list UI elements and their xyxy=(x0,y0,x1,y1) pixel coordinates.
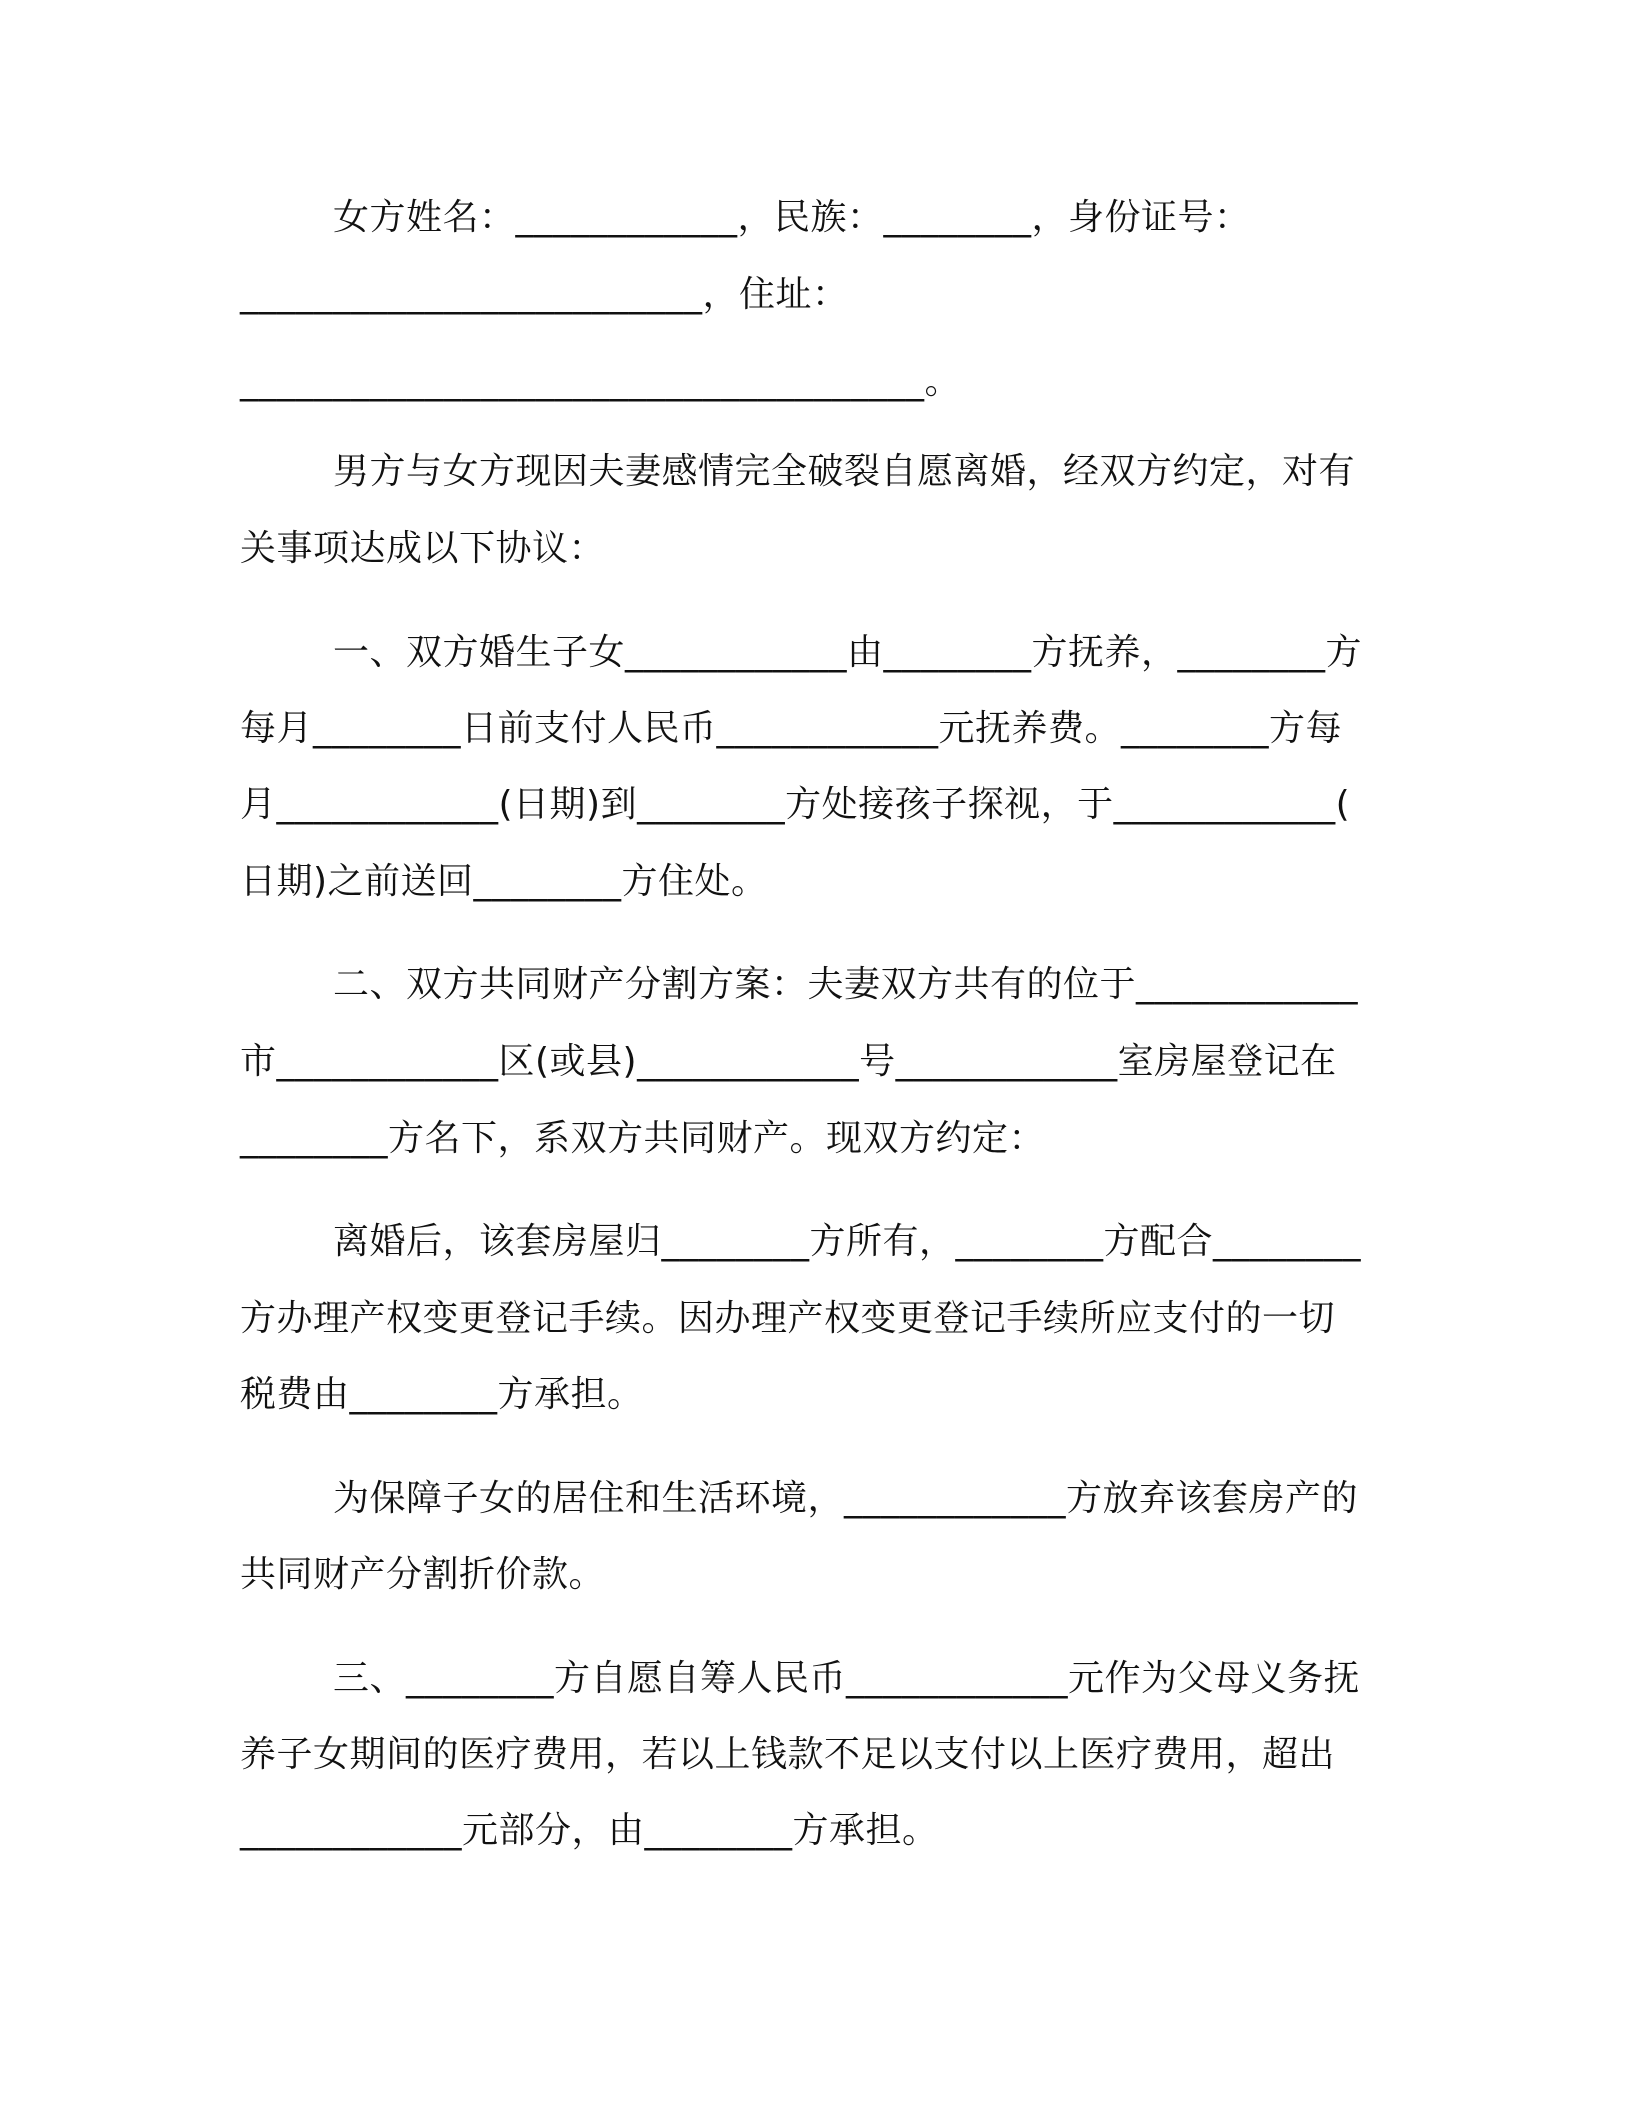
clause-3-line-3: ____________元部分，由________方承担。 xyxy=(240,1810,939,1851)
clause-1-line-1: 一、双方婚生子女____________由________方抚养，________方 xyxy=(333,632,1363,673)
children-clause-line-2: 共同财产分割折价款。 xyxy=(240,1554,606,1595)
address-blank-line: _____________________________________。 xyxy=(240,361,961,402)
house-clause-line-3: 税费由________方承担。 xyxy=(240,1374,644,1415)
preamble-line-2: 关事项达成以下协议： xyxy=(240,528,606,569)
house-clause-line-2: 方办理产权变更登记手续。因办理产权变更登记手续所应支付的一切 xyxy=(240,1298,1336,1339)
clause-2-line-1: 二、双方共同财产分割方案：夫妻双方共有的位于____________ xyxy=(333,964,1359,1005)
clause-1-line-3: 月____________(日期)到________方处接孩子探视，于____________( xyxy=(240,784,1351,825)
female-info-line: 女方姓名：____________，民族：________，身份证号： xyxy=(333,197,1251,238)
id-address-line: _________________________，住址： xyxy=(240,274,849,315)
clause-1-line-4: 日期)之前送回________方住处。 xyxy=(240,861,768,902)
clause-2-line-3: ________方名下，系双方共同财产。现双方约定： xyxy=(240,1118,1046,1159)
clause-1-line-2: 每月________日前支付人民币____________元抚养费。________方每 xyxy=(240,708,1343,749)
clause-3-line-2: 养子女期间的医疗费用，若以上钱款不足以支付以上医疗费用，超出 xyxy=(240,1734,1336,1775)
house-clause-line-1: 离婚后，该套房屋归________方所有，________方配合________ xyxy=(333,1221,1362,1262)
clause-2-line-2: 市____________区(或县)____________号____________室房屋登记在 xyxy=(240,1041,1337,1082)
children-clause-line-1: 为保障子女的居住和生活环境，____________方放弃该套房产的 xyxy=(333,1478,1359,1519)
clause-3-line-1: 三、________方自愿自筹人民币____________元作为父母义务抚 xyxy=(333,1658,1361,1699)
preamble-line-1: 男方与女方现因夫妻感情完全破裂自愿离婚，经双方约定，对有 xyxy=(333,451,1356,492)
